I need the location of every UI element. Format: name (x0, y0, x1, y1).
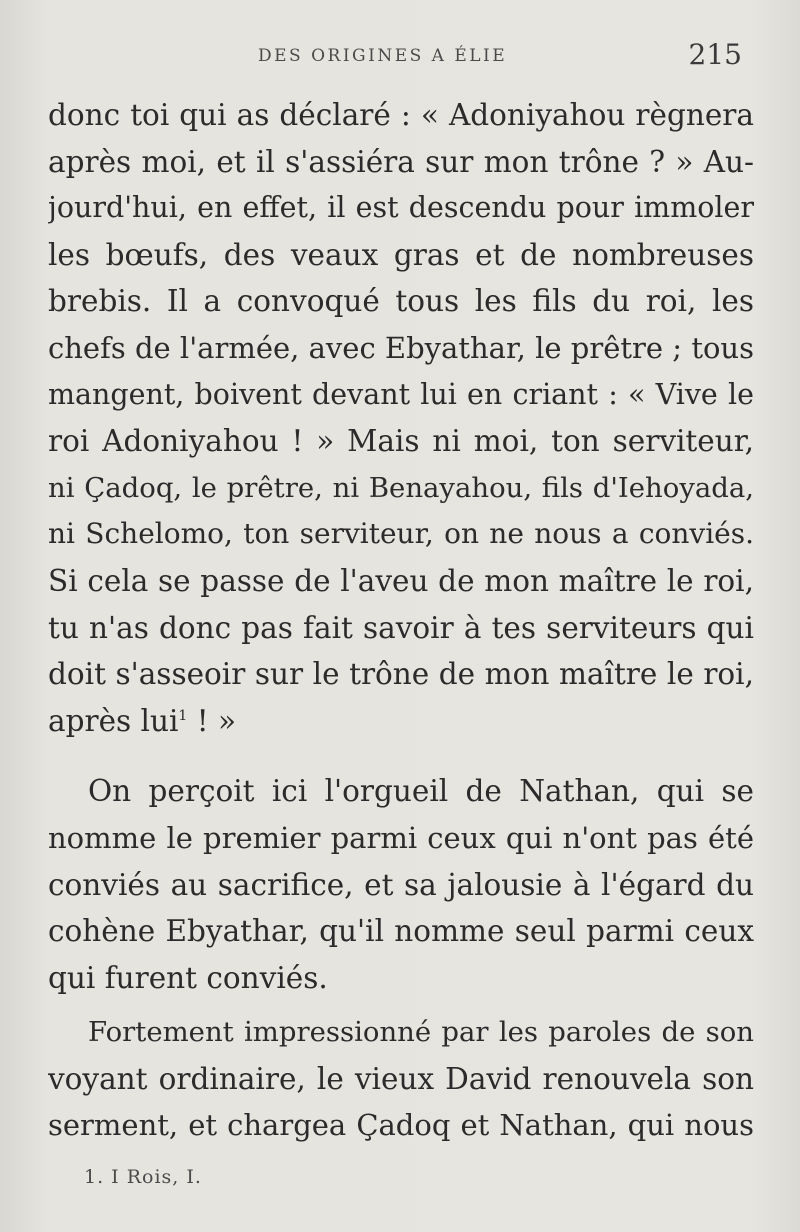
text-line: les bœufs, des veaux gras et de nombreuses (48, 237, 754, 272)
paragraph-gap (48, 744, 754, 768)
text-line: ni Schelomo, ton serviteur, on ne nous a conviés. (48, 517, 754, 551)
text-line: serment, et chargea Çadoq et Nathan, qui nous (48, 1108, 754, 1143)
text-line: mangent, boivent devant lui en criant : « Vive le (48, 377, 754, 411)
text-line: cohène Ebyathar, qu'il nomme seul parmi ceux (48, 914, 754, 949)
text-line: roi Adoniyahou ! » Mais ni moi, ton serviteur, (48, 424, 754, 459)
page-number: 215 (688, 38, 742, 71)
body-text (48, 92, 754, 1149)
paragraph-narrative (48, 1009, 754, 1149)
text-line: Fortement impressionné par les paroles de son (88, 1016, 754, 1049)
running-title: DES ORIGINES A ÉLIE (258, 46, 508, 66)
text-line: On perçoit ici l'orgueil de Nathan, qui se (88, 774, 754, 809)
text-line: nomme le premier parmi ceux qui n'ont pas été (48, 820, 754, 855)
paragraph-commentary (48, 768, 754, 1001)
text-line: donc toi qui as déclaré : « Adoniyahou règnera (48, 98, 754, 132)
text-line: conviés au sacrifice, et sa jalousie à l'égard du (48, 867, 754, 902)
text-line: voyant ordinaire, le vieux David renouvela son (48, 1061, 754, 1096)
text-fragment: ! » (187, 703, 237, 738)
text-line: après moi, et il s'assiéra sur mon trône ? » Au- (48, 144, 754, 179)
paragraph-quote (48, 92, 754, 744)
text-line: brebis. Il a convoqué tous les fils du roi, les (48, 284, 754, 319)
paragraph-gap (48, 1001, 754, 1009)
footnote-marker: 1 (178, 707, 188, 724)
text-line: chefs de l'armée, avec Ebyathar, le prêtre ; tous (48, 330, 754, 365)
text-line: ni Çadoq, le prêtre, ni Benayahou, fils d'Iehoyada, (48, 471, 754, 504)
text-line: Si cela se passe de l'aveu de mon maître le roi, (48, 563, 754, 598)
text-line: doit s'asseoir sur le trône de mon maître le roi, (48, 657, 754, 692)
text-line-last (48, 698, 754, 745)
text-line: qui furent conviés. (48, 960, 328, 995)
text-line: jourd'hui, en effet, il est descendu pour immoler (48, 191, 754, 225)
text-fragment: après lui (48, 703, 179, 738)
footnote: 1. I Rois, I. (84, 1166, 202, 1188)
page-header (48, 38, 748, 78)
text-line: tu n'as donc pas fait savoir à tes serviteurs qui (48, 610, 754, 645)
